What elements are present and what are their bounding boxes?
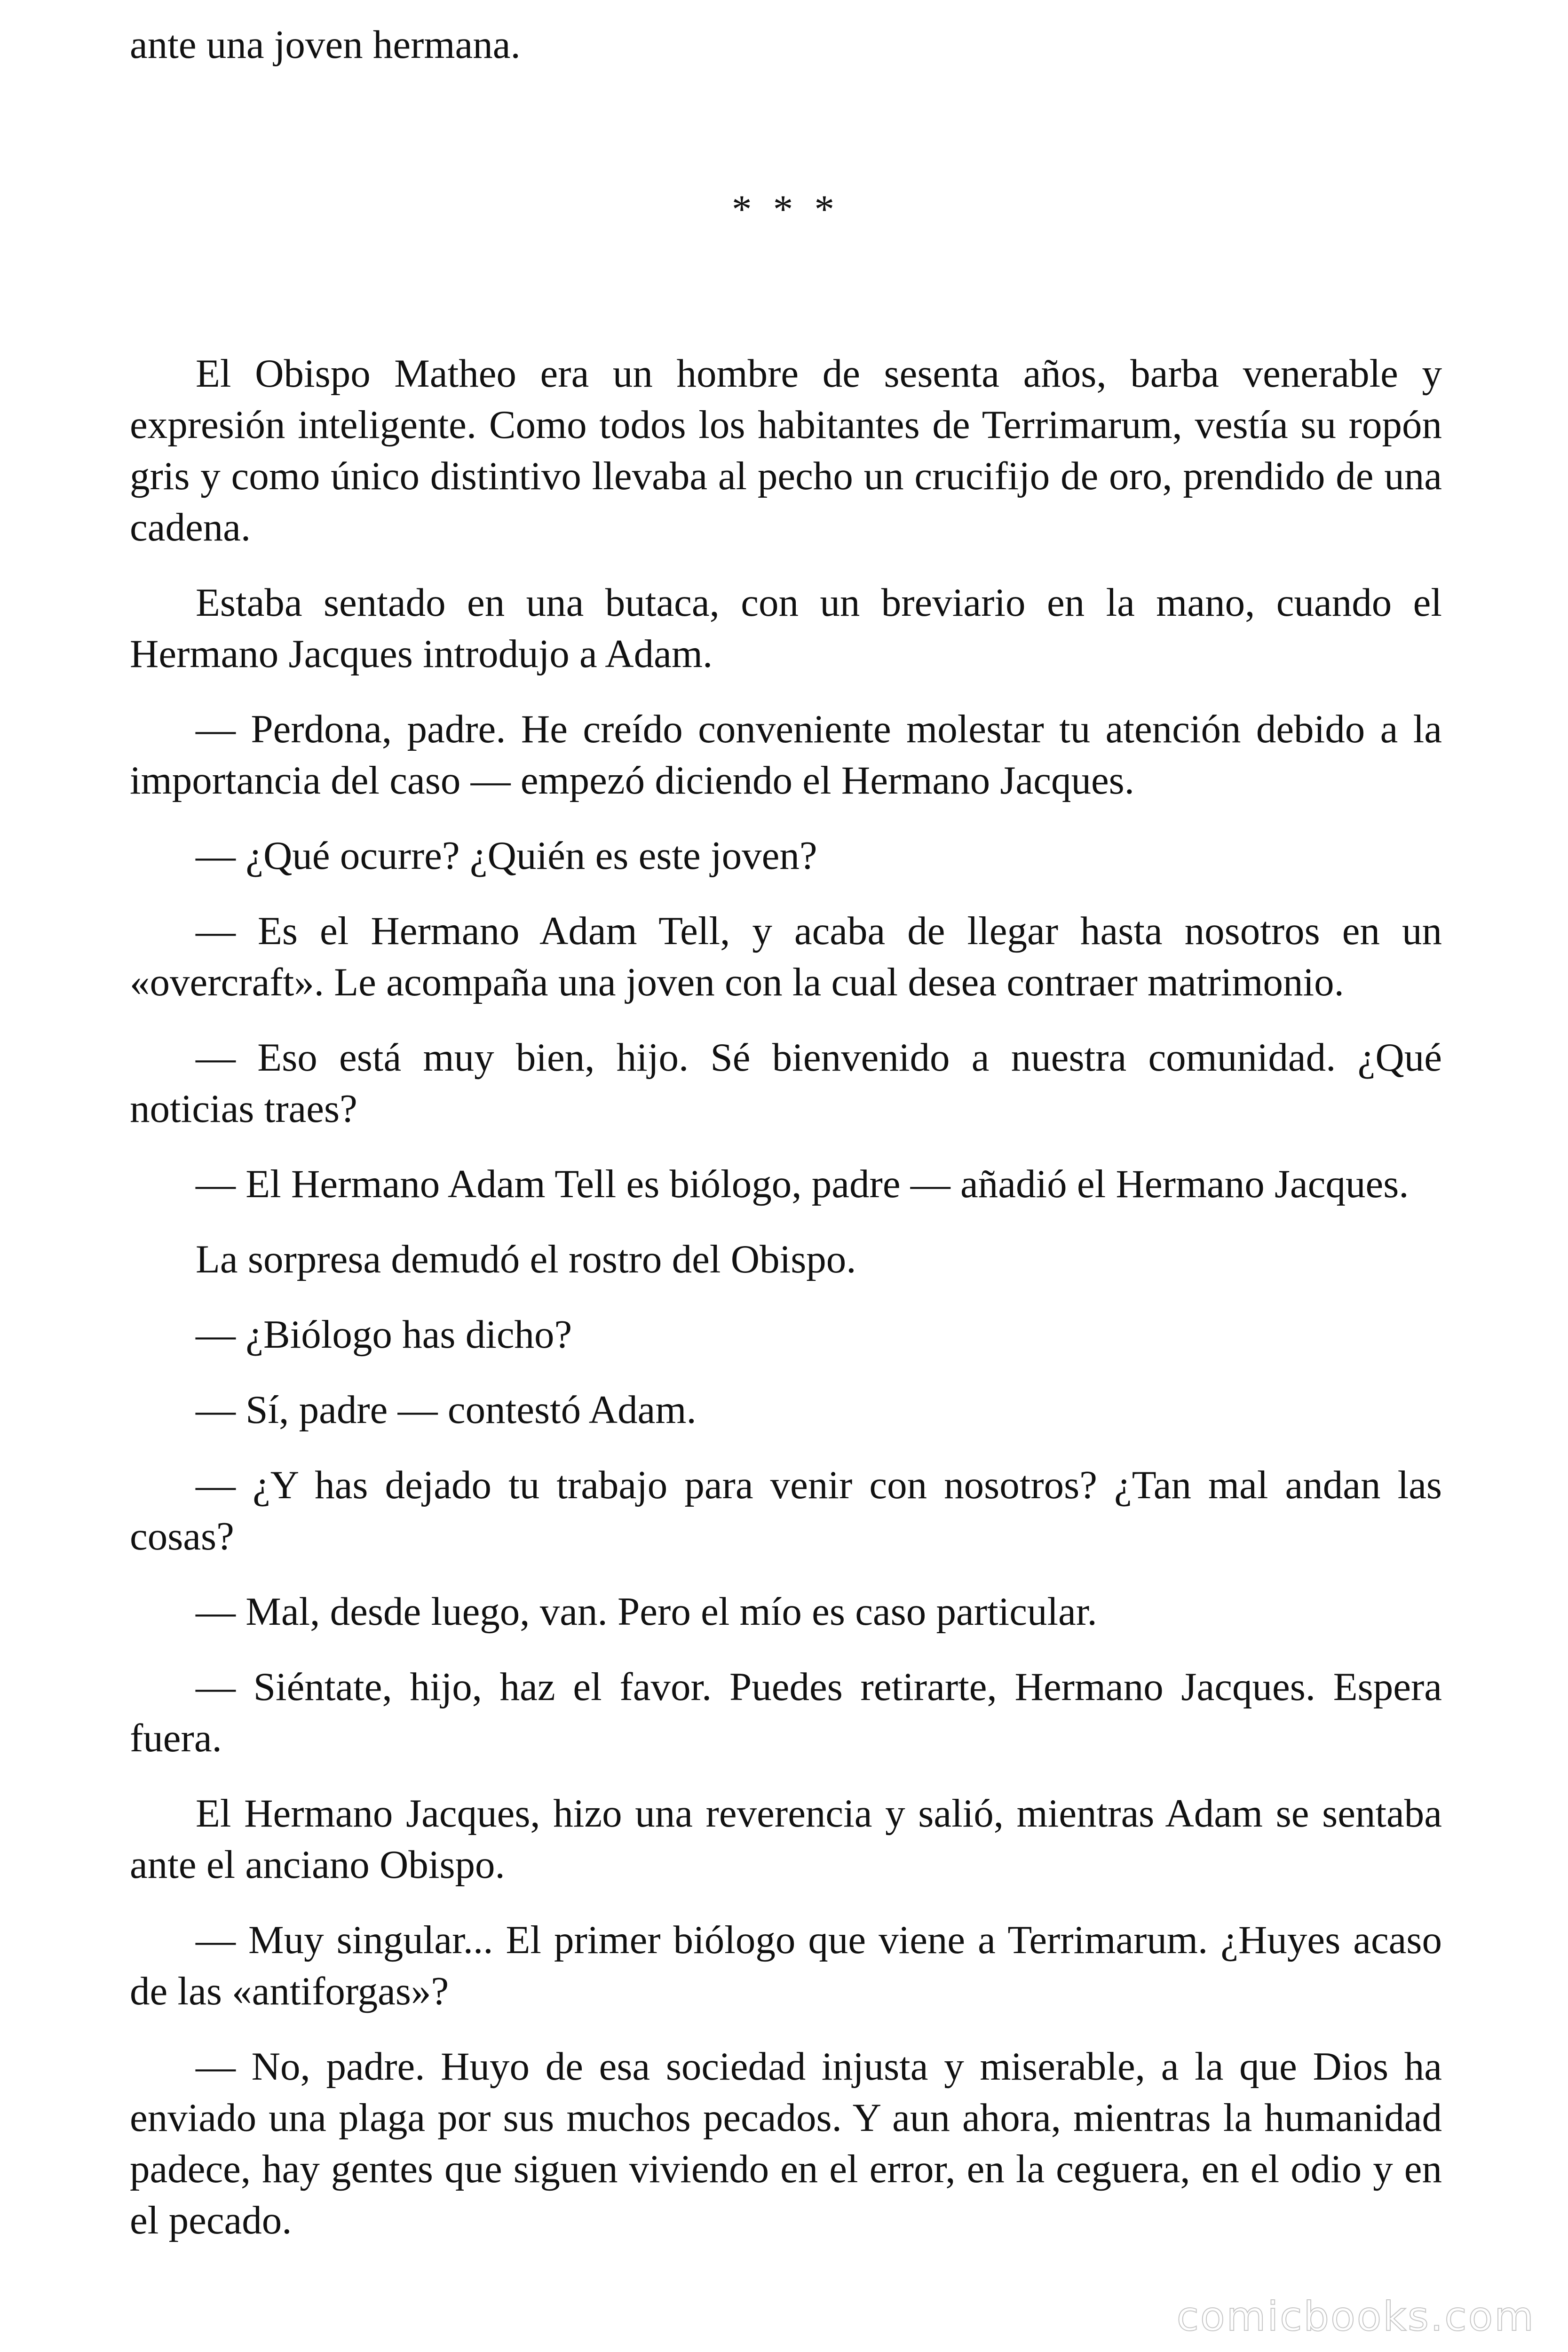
paragraph: — ¿Biólogo has dicho?	[196, 1312, 572, 1357]
paragraph: La sorpresa demudó el rostro del Obispo.	[196, 1237, 856, 1281]
body-text	[130, 348, 1442, 2246]
book-page	[130, 0, 1442, 2270]
paragraph: — Siéntate, hijo, haz el favor. Puedes retirarte, Hermano Jacques. Espera fuera.	[130, 1665, 1442, 1760]
paragraph: Estaba sentado en una butaca, con un breviario en la mano, cuando el Hermano Jacques introdujo a Adam.	[130, 580, 1442, 676]
paragraph: — Eso está muy bien, hijo. Sé bienvenido a nuestra comunidad. ¿Qué noticias traes?	[130, 1035, 1442, 1131]
paragraph: — Sí, padre — contestó Adam.	[196, 1388, 697, 1432]
paragraph: — Perdona, padre. He creído conveniente molestar tu atención debido a la importancia del caso — empezó diciendo el Hermano Jacques.	[130, 707, 1442, 803]
paragraph: — ¿Y has dejado tu trabajo para venir con nosotros? ¿Tan mal andan las cosas?	[130, 1463, 1442, 1558]
paragraph: — Es el Hermano Adam Tell, y acaba de llegar hasta nosotros en un «overcraft». Le acompaña una joven con la cual desea contraer matrimonio.	[130, 909, 1442, 1004]
paragraph: — No, padre. Huyo de esa sociedad injusta y miserable, a la que Dios ha enviado una plaga por sus muchos pecados. Y aun ahora, mientras la humanidad padece, hay gentes que siguen viviendo en el error, en la ceguera, en el odio y en el pecado.	[130, 2044, 1442, 2242]
paragraph: — Mal, desde luego, van. Pero el mío es caso particular.	[196, 1589, 1097, 1634]
continued-line: ante una joven hermana.	[130, 23, 521, 67]
paragraph: — Muy singular... El primer biólogo que viene a Terrimarum. ¿Huyes acaso de las «antiforgas»?	[130, 1918, 1442, 2013]
scene-separator: * * *	[732, 187, 840, 231]
paragraph: — El Hermano Adam Tell es biólogo, padre — añadió el Hermano Jacques.	[196, 1162, 1409, 1206]
paragraph: El Obispo Matheo era un hombre de sesenta años, barba venerable y expresión inteligente. Como todos los habitantes de Terrimarum, vestía su ropón gris y como único distintivo llevaba al pecho un crucifijo de oro, prendido de una cadena.	[130, 351, 1442, 549]
watermark: comicbooks.com	[1176, 2293, 1535, 2340]
paragraph: — ¿Qué ocurre? ¿Quién es este joven?	[196, 834, 817, 878]
paragraph: El Hermano Jacques, hizo una reverencia y salió, mientras Adam se sentaba ante el anciano Obispo.	[130, 1791, 1442, 1887]
